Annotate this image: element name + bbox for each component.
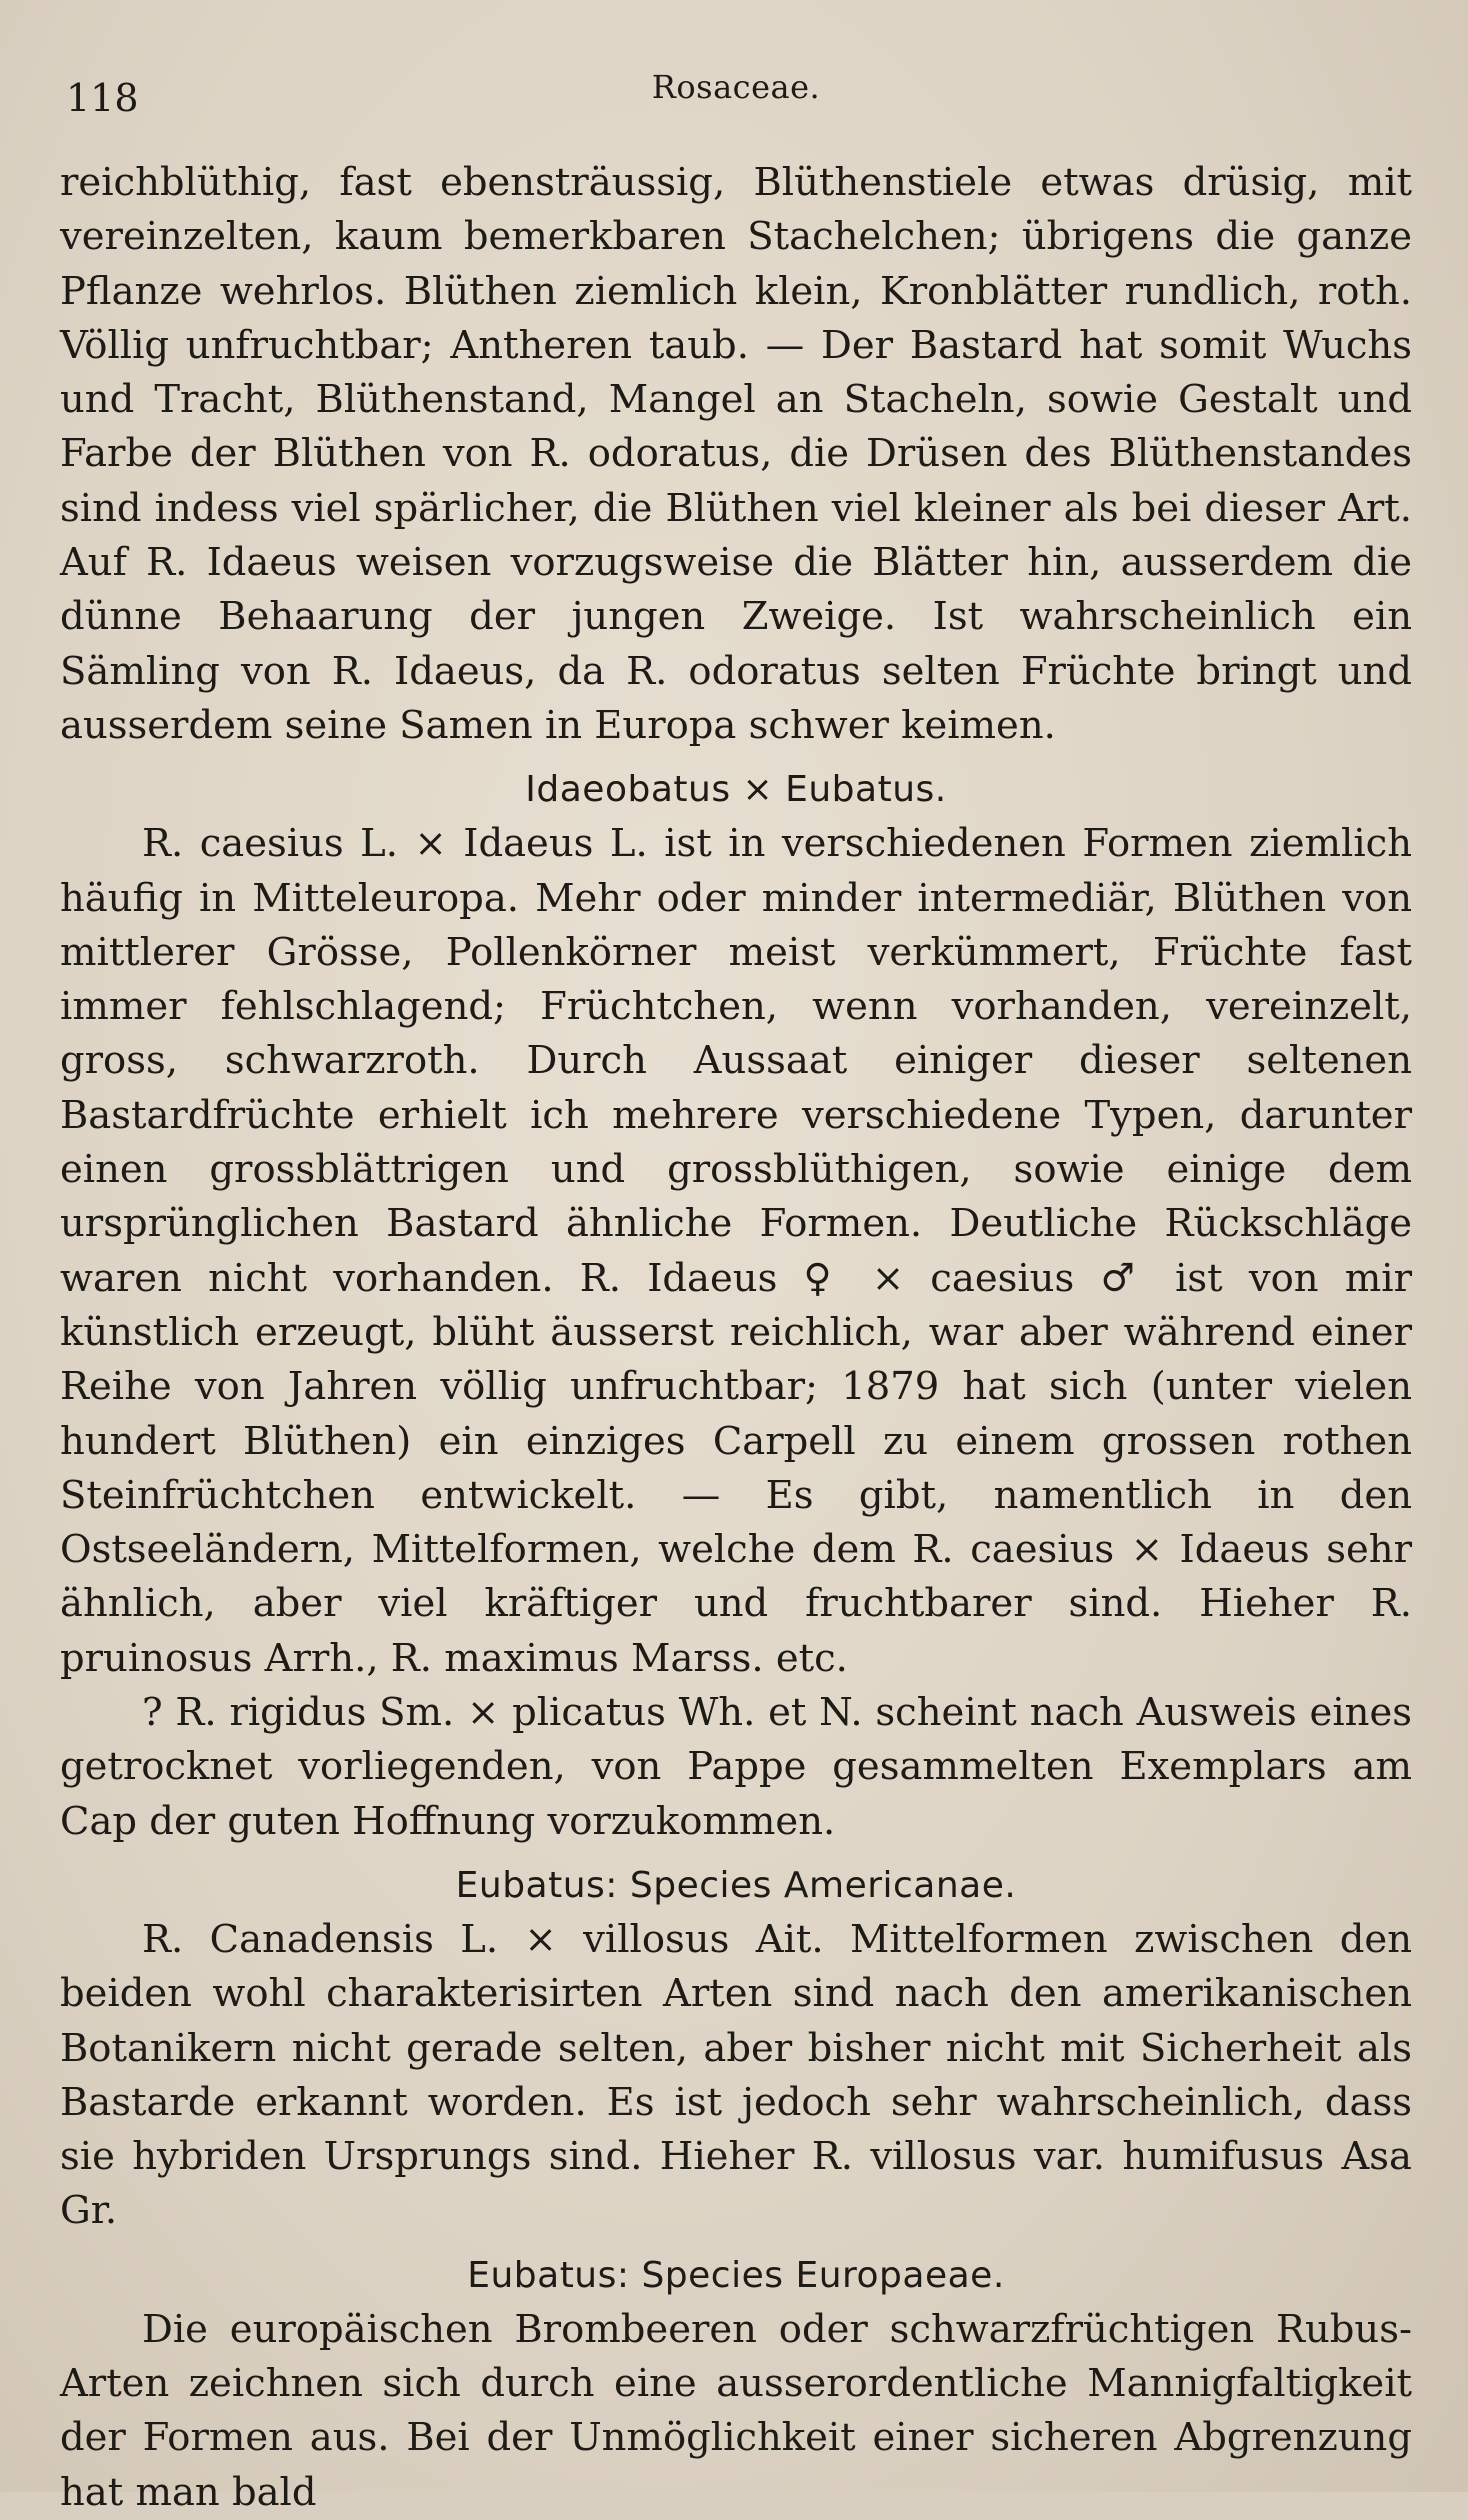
paragraph-1: reichblüthig, fast ebensträussig, Blüthenstiele etwas drüsig, mit vereinzelten, kaum bemerkbaren Stachelchen; übrigens die ganze Pflanze wehrlos. Blüthen ziemlich klein, Kronblätter rundlich, roth. Völlig unfruchtbar; Antheren taub. — Der Bastard hat somit Wuchs und Tracht, Blüthenstand, Mangel an Stacheln, sowie Gestalt und Farbe der Blüthen von R. odoratus, die Drüsen des Blüthenstandes sind indess viel spärlicher, die Blüthen viel kleiner als bei dieser Art. Auf R. Idaeus weisen vorzugsweise die Blätter hin, ausserdem die dünne Behaarung der jungen Zweige. Ist wahrscheinlich ein Sämling von R. Idaeus, da R. odoratus selten Früchte bringt und ausserdem seine Samen in Europa schwer keimen. bbox=[60, 160, 1412, 748]
section-heading-idaeobatus-eubatus: Idaeobatus × Eubatus. bbox=[525, 769, 947, 811]
page-number: 118 bbox=[66, 76, 139, 120]
section-heading-species-americanae: Eubatus: Species Americanae. bbox=[455, 1864, 1017, 1906]
paragraph-5: Die europäischen Brombeeren oder schwarzfrüchtigen Rubus-Arten zeichnen sich durch eine ausserordentliche Mannigfaltigkeit der Formen aus. Bei der Unmöglichkeit einer sicheren Abgrenzung hat man bald bbox=[60, 2306, 1412, 2515]
running-head: Rosaceae. bbox=[651, 68, 821, 106]
page-header bbox=[60, 62, 1412, 122]
paragraph-2: R. caesius L. × Idaeus L. ist in verschiedenen Formen ziemlich häufig in Mitteleuropa. Mehr oder minder intermediär, Blüthen von mittlerer Grösse, Pollenkörner meist verkümmert, Früchte fast immer fehlschlagend; Früchtchen, wenn vorhanden, vereinzelt, gross, schwarzroth. Durch Aussaat einiger dieser seltenen Bastardfrüchte erhielt ich mehrere verschiedene Typen, darunter einen grossblättrigen und grossblüthigen, sowie einige dem ursprünglichen Bastard ähnliche Formen. Deutliche Rückschläge waren nicht vorhanden. R. Idaeus ♀ × caesius ♂ ist von mir künstlich erzeugt, blüht äusserst reichlich, war aber während einer Reihe von Jahren völlig unfruchtbar; 1879 hat sich (unter vielen hundert Blüthen) ein einziges Carpell zu einem grossen rothen Steinfrüchtchen entwickelt. — Es gibt, namentlich in den Ostseeländern, Mittelformen, welche dem R. caesius × Idaeus sehr ähnlich, aber viel kräftiger und fruchtbarer sind. Hieher R. pruinosus Arrh., R. maximus Marss. etc. bbox=[60, 821, 1412, 1681]
paragraph-3: ? R. rigidus Sm. × plicatus Wh. et N. scheint nach Ausweis eines getrocknet vorliegenden, von Pappe gesammelten Exemplars am Cap der guten Hoffnung vorzukommen. bbox=[60, 1690, 1412, 1844]
section-heading-species-europaeae: Eubatus: Species Europaeae. bbox=[467, 2254, 1005, 2296]
paragraph-4: R. Canadensis L. × villosus Ait. Mittelformen zwischen den beiden wohl charakterisirten Arten sind nach den amerikanischen Botanikern nicht gerade selten, aber bisher nicht mit Sicherheit als Bastarde erkannt worden. Es ist jedoch sehr wahrscheinlich, dass sie hybriden Ursprungs sind. Hieher R. villosus var. humifusus Asa Gr. bbox=[60, 1916, 1412, 2234]
body-text bbox=[60, 156, 1412, 2520]
